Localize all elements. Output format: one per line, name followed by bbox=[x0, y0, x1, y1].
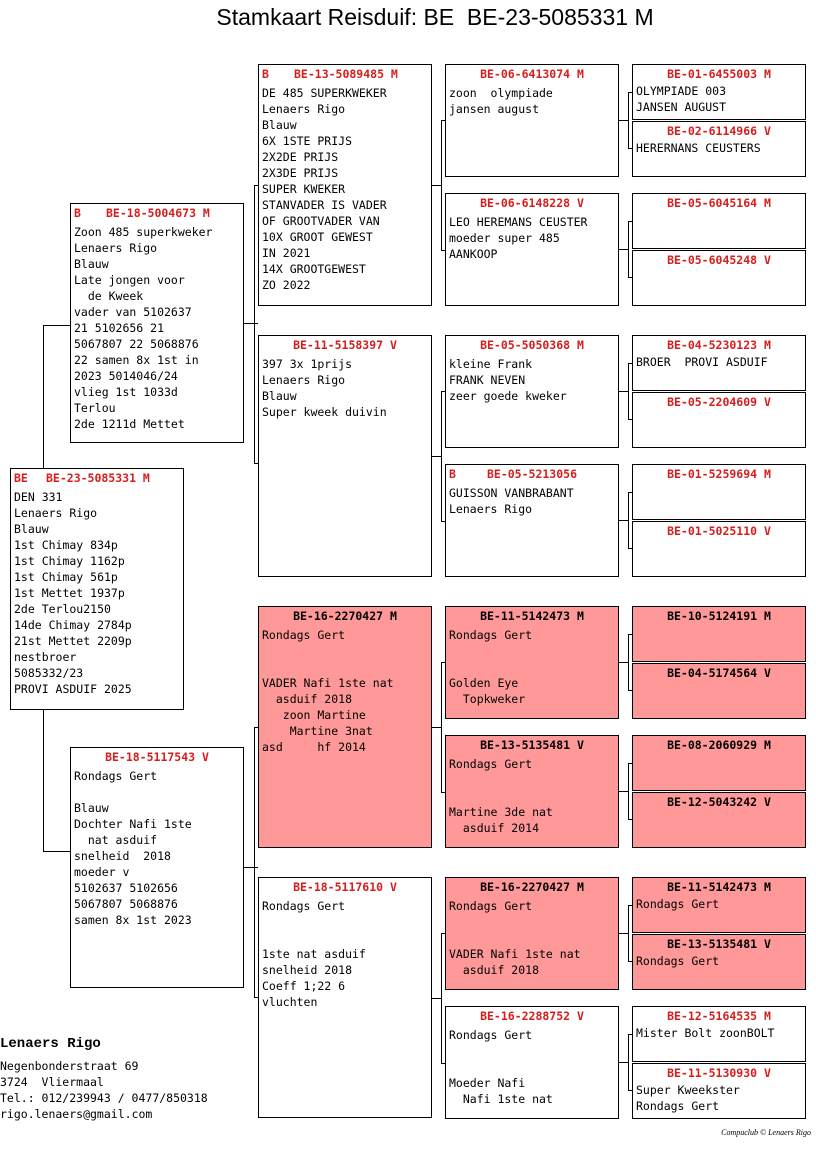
connector-line bbox=[628, 763, 632, 764]
great-grandparent-box bbox=[445, 335, 619, 448]
bird-notes: OLYMPIADE 003 JANSEN AUGUST bbox=[636, 84, 727, 114]
great-grandparent-box bbox=[445, 606, 619, 719]
ancestor-box bbox=[632, 735, 806, 791]
connector-line bbox=[628, 763, 629, 820]
great-grandparent-box bbox=[445, 64, 619, 177]
grandparent-box bbox=[258, 877, 432, 1118]
ancestor-box bbox=[632, 464, 806, 520]
connector-line bbox=[432, 998, 441, 999]
connector-line bbox=[254, 185, 255, 463]
ring-number: BE-08-2060929 M bbox=[667, 738, 771, 752]
connector-line bbox=[628, 634, 629, 691]
connector-line bbox=[43, 851, 70, 852]
ancestor-box bbox=[632, 335, 806, 391]
connector-line bbox=[441, 792, 445, 793]
connector-line bbox=[254, 727, 255, 997]
great-grandparent-box bbox=[445, 735, 619, 848]
ring-number: BE-01-5259694 M bbox=[667, 467, 771, 481]
bird-notes: 397 3x 1prijs Lenaers Rigo Blauw Super kweek duivin bbox=[262, 357, 387, 419]
connector-line bbox=[441, 120, 442, 250]
mother-box bbox=[70, 747, 244, 988]
connector-line bbox=[432, 185, 441, 186]
connector-line bbox=[441, 933, 445, 934]
connector-line bbox=[628, 492, 632, 493]
connector-line bbox=[628, 363, 632, 364]
ring-number: BE-05-6045248 V bbox=[667, 253, 771, 267]
connector-line bbox=[254, 463, 258, 464]
connector-line bbox=[628, 221, 629, 278]
bird-notes: Super Kweekster Rondags Gert bbox=[636, 1083, 740, 1113]
grandparent-box bbox=[258, 64, 432, 306]
connector-line bbox=[441, 662, 442, 792]
ring-number: BE-18-5117610 V bbox=[293, 880, 397, 894]
ancestor-box bbox=[632, 392, 806, 448]
connector-line bbox=[254, 727, 258, 728]
connector-line bbox=[619, 662, 628, 663]
connector-line bbox=[628, 492, 629, 549]
connector-line bbox=[244, 323, 258, 324]
ring-number: BE-12-5164535 M bbox=[667, 1009, 771, 1023]
ancestor-box bbox=[632, 121, 806, 177]
bird-notes: Zoon 485 superkweker Lenaers Rigo Blauw Late jongen voor de Kweek vader van 5102637 21 5102656 21 5067807 22 5068876 22 samen 8x 1st in 2023 5014046/24 vlieg 1st 1033d Terlou 2de 1211d Mettet bbox=[74, 225, 213, 431]
great-grandparent-box bbox=[445, 877, 619, 990]
country-prefix: B bbox=[74, 206, 81, 220]
connector-line bbox=[619, 120, 628, 121]
bird-notes: Rondags Gert VADER Nafi 1ste nat asduif 2018 bbox=[449, 899, 581, 977]
connector-line bbox=[628, 419, 632, 420]
connector-line bbox=[441, 662, 445, 663]
connector-line bbox=[441, 1063, 445, 1064]
ancestor-box bbox=[632, 193, 806, 249]
connector-line bbox=[628, 905, 632, 906]
ring-number: BE-05-2204609 V bbox=[667, 395, 771, 409]
connector-line bbox=[619, 249, 628, 250]
grandparent-box bbox=[258, 606, 432, 848]
connector-line bbox=[628, 1090, 632, 1091]
grandparent-box bbox=[258, 335, 432, 577]
ring-number: BE-16-2270427 M bbox=[480, 880, 584, 894]
ancestor-box bbox=[632, 877, 806, 933]
connector-line bbox=[43, 710, 44, 851]
ring-number: BE-13-5135481 V bbox=[480, 738, 584, 752]
ring-number: BE-06-6148228 V bbox=[480, 196, 584, 210]
ring-number: BE-01-6455003 M bbox=[667, 67, 771, 81]
connector-line bbox=[628, 548, 632, 549]
connector-line bbox=[619, 391, 628, 392]
bird-notes: GUISSON VANBRABANT Lenaers Rigo bbox=[449, 486, 574, 516]
bird-notes: Rondags Gert Moeder Nafi Nafi 1ste nat bbox=[449, 1028, 553, 1106]
great-grandparent-box bbox=[445, 464, 619, 577]
owner-name: Lenaers Rigo bbox=[0, 1036, 101, 1052]
connector-line bbox=[628, 819, 632, 820]
connector-line bbox=[441, 521, 445, 522]
ring-number: BE-13-5089485 M bbox=[294, 67, 398, 81]
ring-number: BE-04-5230123 M bbox=[667, 338, 771, 352]
country-prefix: BE bbox=[14, 471, 28, 485]
bird-notes: Rondags Gert Golden Eye Topkweker bbox=[449, 628, 533, 706]
ring-number: BE-05-5213056 bbox=[486, 467, 577, 481]
bird-notes: HERERNANS CEUSTERS bbox=[636, 141, 761, 155]
connector-line bbox=[43, 325, 44, 468]
connector-line bbox=[628, 277, 632, 278]
connector-line bbox=[628, 634, 632, 635]
bird-notes: kleine Frank FRANK NEVEN zeer goede kweker bbox=[449, 357, 567, 403]
connector-line bbox=[432, 727, 441, 728]
bird-notes: zoon olympiade jansen august bbox=[449, 86, 553, 116]
ancestor-box bbox=[632, 521, 806, 577]
ring-number: BE-23-5085331 M bbox=[46, 471, 150, 485]
ancestor-box bbox=[632, 792, 806, 848]
bird-notes: Rondags Gert Blauw Dochter Nafi 1ste nat asduif snelheid 2018 moeder v 5102637 5102656 5067807 5068876 samen 8x 1st 2023 bbox=[74, 769, 192, 927]
subject-box bbox=[10, 468, 184, 710]
ring-number: BE-05-6045164 M bbox=[667, 196, 771, 210]
connector-line bbox=[441, 250, 445, 251]
ring-number: BE-11-5158397 V bbox=[293, 338, 397, 352]
owner-address: Negenbonderstraat 69 bbox=[0, 1059, 139, 1073]
bird-notes: Rondags Gert bbox=[636, 897, 720, 911]
ring-number: BE-11-5130930 V bbox=[667, 1066, 771, 1080]
ring-number: BE-02-6114966 V bbox=[667, 124, 771, 138]
ring-number: BE-04-5174564 V bbox=[667, 666, 771, 680]
ancestor-box bbox=[632, 606, 806, 662]
ancestor-box bbox=[632, 64, 806, 120]
ring-number: BE-11-5142473 M bbox=[480, 609, 584, 623]
bird-notes: Mister Bolt zoonBOLT bbox=[636, 1026, 775, 1040]
father-box bbox=[70, 203, 244, 443]
owner-phone: Tel.: 012/239943 / 0477/850318 bbox=[0, 1091, 208, 1105]
connector-line bbox=[441, 391, 445, 392]
connector-line bbox=[628, 905, 629, 962]
connector-line bbox=[43, 325, 70, 326]
ancestor-box bbox=[632, 250, 806, 306]
connector-line bbox=[628, 92, 629, 149]
ring-number: BE-18-5004673 M bbox=[106, 206, 210, 220]
connector-line bbox=[619, 520, 628, 521]
ancestor-box bbox=[632, 934, 806, 990]
connector-line bbox=[441, 391, 442, 521]
copyright: Compuclub © Lenaers Rigo bbox=[721, 1128, 811, 1137]
great-grandparent-box bbox=[445, 1006, 619, 1119]
bird-notes: Rondags Gert bbox=[636, 954, 720, 968]
ancestor-box bbox=[632, 1006, 806, 1062]
connector-line bbox=[441, 933, 442, 1063]
connector-line bbox=[628, 1034, 629, 1091]
great-grandparent-box bbox=[445, 193, 619, 306]
connector-line bbox=[254, 997, 258, 998]
connector-line bbox=[432, 456, 441, 457]
page-title: Stamkaart Reisduif: BE BE-23-5085331 M bbox=[216, 4, 654, 30]
ring-number: BE-11-5142473 M bbox=[667, 880, 771, 894]
connector-line bbox=[628, 961, 632, 962]
bird-notes: Rondags Gert VADER Nafi 1ste nat asduif 2018 zoon Martine Martine 3nat asd hf 2014 bbox=[262, 628, 394, 754]
connector-line bbox=[244, 867, 258, 868]
connector-line bbox=[628, 148, 632, 149]
connector-line bbox=[254, 185, 258, 186]
ring-number: BE-13-5135481 V bbox=[667, 937, 771, 951]
country-prefix: B bbox=[449, 467, 456, 481]
ring-number: BE-10-5124191 M bbox=[667, 609, 771, 623]
connector-line bbox=[619, 791, 628, 792]
bird-notes: Rondags Gert Martine 3de nat asduif 2014 bbox=[449, 757, 553, 835]
ancestor-box bbox=[632, 1063, 806, 1119]
ancestor-box bbox=[632, 663, 806, 719]
ring-number: BE-05-5050368 M bbox=[480, 338, 584, 352]
ring-number: BE-12-5043242 V bbox=[667, 795, 771, 809]
owner-city: 3724 Vliermaal bbox=[0, 1075, 104, 1089]
ring-number: BE-16-2270427 M bbox=[293, 609, 397, 623]
connector-line bbox=[619, 933, 628, 934]
connector-line bbox=[441, 120, 445, 121]
ring-number: BE-16-2288752 V bbox=[480, 1009, 584, 1023]
connector-line bbox=[628, 92, 632, 93]
bird-notes: LEO HEREMANS CEUSTER moeder super 485 AANKOOP bbox=[449, 215, 588, 261]
bird-notes: BROER PROVI ASDUIF bbox=[636, 355, 768, 369]
bird-notes: Rondags Gert 1ste nat asduif snelheid 2018 Coeff 1;22 6 vluchten bbox=[262, 899, 366, 1009]
connector-line bbox=[628, 363, 629, 420]
connector-line bbox=[628, 1034, 632, 1035]
bird-notes: DEN 331 Lenaers Rigo Blauw 1st Chimay 834p 1st Chimay 1162p 1st Chimay 561p 1st Mettet 1937p 2de Terlou2150 14de Chimay 2784p 21st Mettet 2209p nestbroer 5085332/23 PROVI ASDUIF 2025 bbox=[14, 490, 132, 696]
connector-line bbox=[619, 1062, 628, 1063]
ring-number: BE-06-6413074 M bbox=[480, 67, 584, 81]
bird-notes: DE 485 SUPERKWEKER Lenaers Rigo Blauw 6X 1STE PRIJS 2X2DE PRIJS 2X3DE PRIJS SUPER KWEKER STANVADER IS VADER OF GROOTVADER VAN 10X GROOT GEWEST IN 2021 14X GROOTGEWEST ZO 2022 bbox=[262, 86, 387, 292]
connector-line bbox=[628, 690, 632, 691]
owner-email: rigo.lenaers@gmail.com bbox=[0, 1107, 153, 1121]
ring-number: BE-18-5117543 V bbox=[105, 750, 209, 764]
ring-number: BE-01-5025110 V bbox=[667, 524, 771, 538]
country-prefix: B bbox=[262, 67, 269, 81]
connector-line bbox=[628, 221, 632, 222]
